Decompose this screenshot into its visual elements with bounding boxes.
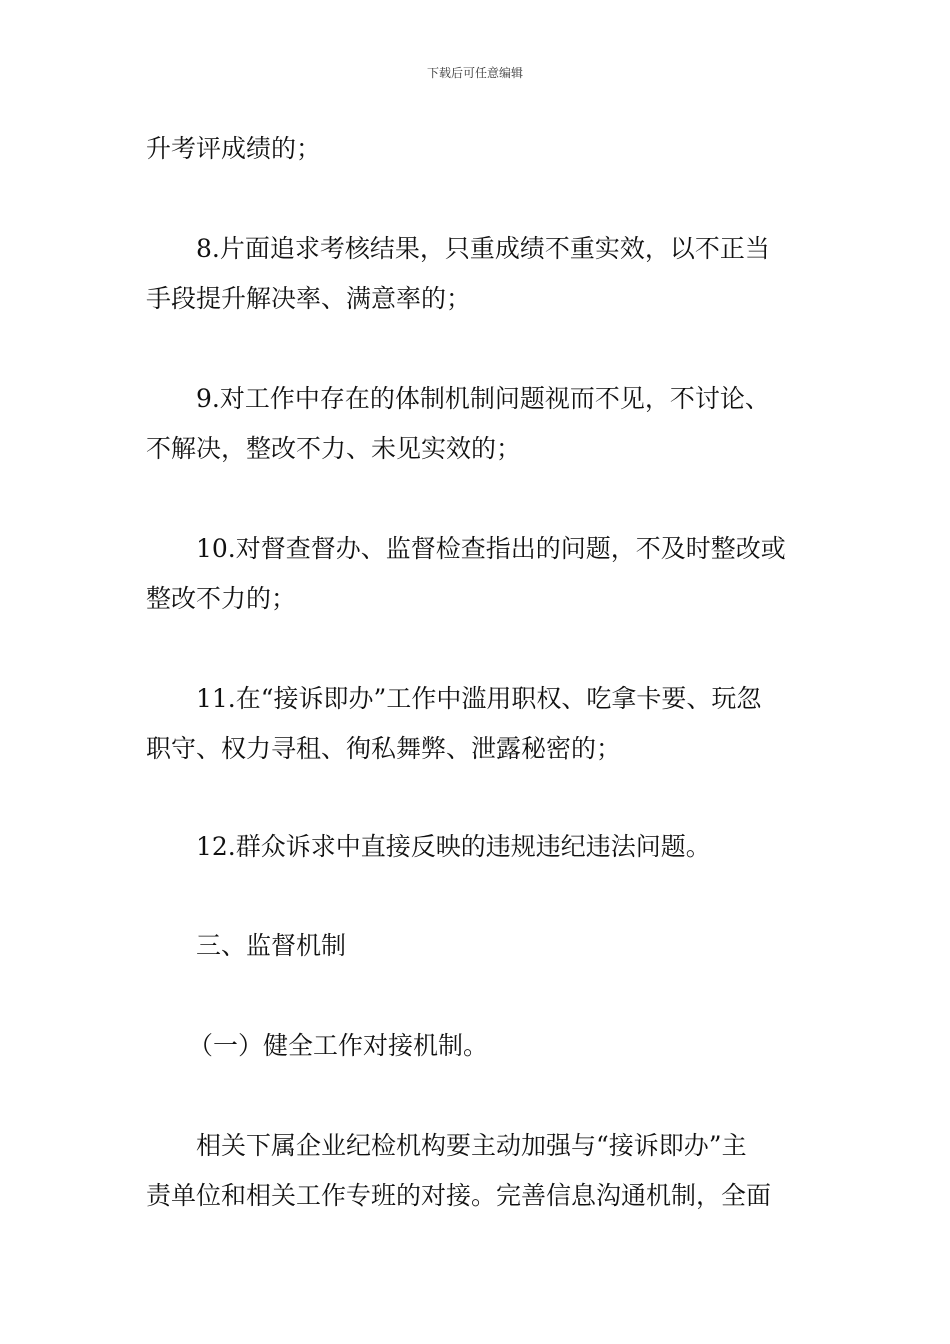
- body-line: 职守、权力寻租、徇私舞弊、泄露秘密的；: [146, 734, 622, 763]
- subsection-heading: （一）健全工作对接机制。: [188, 1031, 489, 1060]
- body-line: 11.在“接诉即办”工作中滥用职权、吃拿卡要、玩忽: [196, 684, 762, 713]
- body-line: 责单位和相关工作专班的对接。完善信息沟通机制，全面: [146, 1181, 772, 1210]
- body-line: 12.群众诉求中直接反映的违规违纪违法问题。: [196, 832, 711, 861]
- section-heading: 三、监督机制: [196, 931, 347, 960]
- body-line: 9.对工作中存在的体制机制问题视而不见，不讨论、: [196, 384, 770, 413]
- page-header: 下载后可任意编辑: [426, 66, 523, 80]
- body-line: 相关下属企业纪检机构要主动加强与“接诉即办”主: [196, 1131, 747, 1160]
- body-line: 整改不力的；: [146, 584, 297, 613]
- body-line: 升考评成绩的；: [146, 134, 322, 163]
- body-line: 10.对督查督办、监督检查指出的问题，不及时整改或: [196, 534, 786, 563]
- body-line: 8.片面追求考核结果，只重成绩不重实效，以不正当: [196, 234, 770, 263]
- body-line: 不解决，整改不力、未见实效的；: [146, 434, 522, 463]
- body-line: 手段提升解决率、满意率的；: [146, 284, 472, 313]
